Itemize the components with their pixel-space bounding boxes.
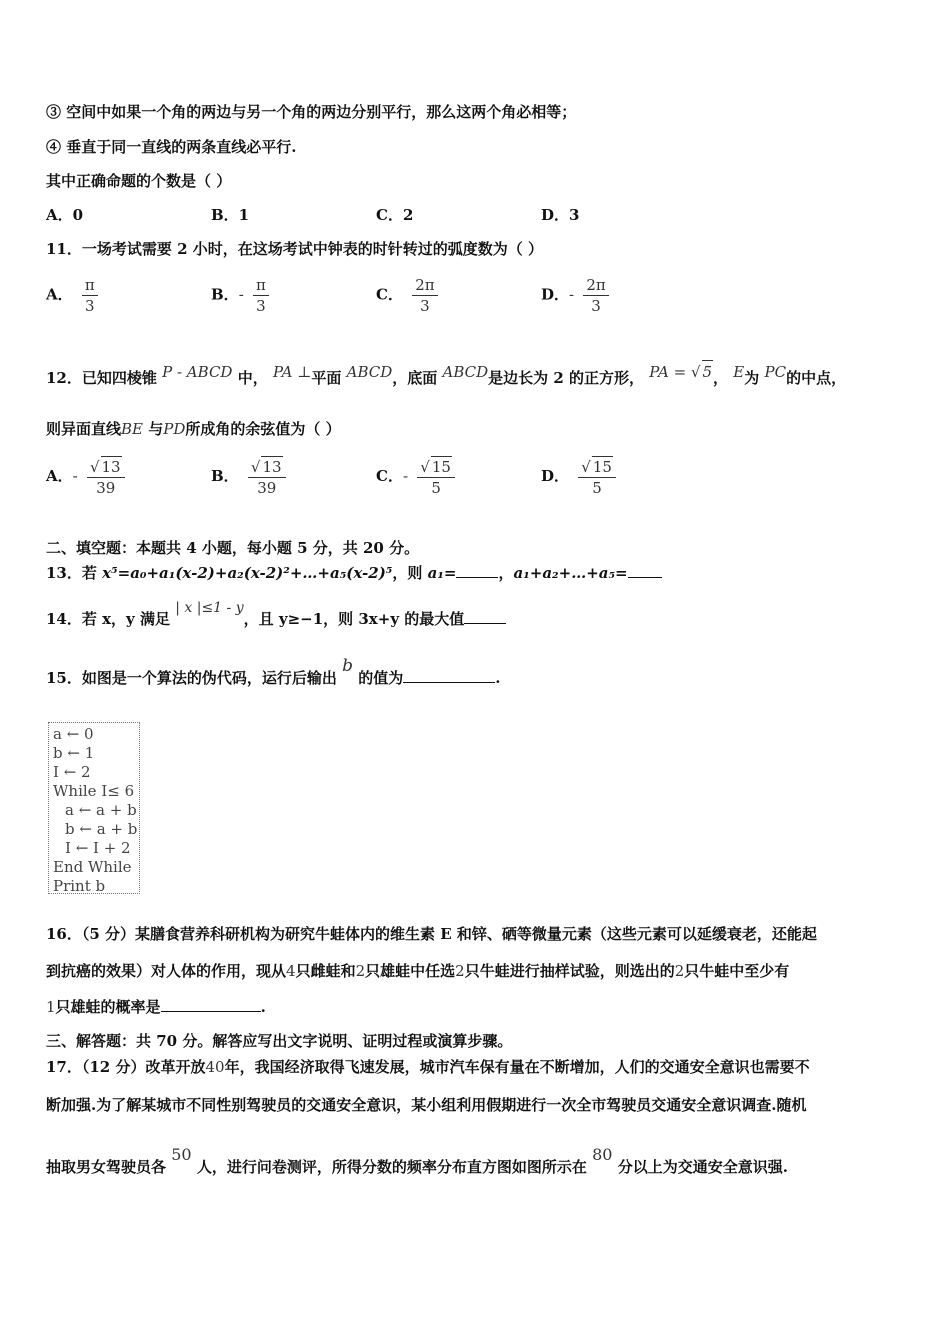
- q12-line-2: 则异面直线BE 与PD所成角的余弦值为（ ）: [46, 420, 341, 438]
- q11-a-numerator: π: [82, 275, 98, 296]
- code-line: I ← I + 2: [65, 839, 131, 857]
- q12-option-c: C．- $\frac{√ 15}{5}$: [376, 456, 459, 498]
- q14: 14．若 x，y 满足 | x |≤1 - y，且 y≥−1，则 3x+y 的最大值: [46, 608, 506, 631]
- q12-option-b: B． $\frac{√ 13}{39}$: [211, 456, 290, 498]
- statement-3: ③ 空间中如果一个角的两边与另一个角的两边分别平行，那么这两个角必相等；: [46, 103, 577, 121]
- code-line: a ← 0: [53, 725, 94, 743]
- q17-line-2: 断加强.为了解某城市不同性别驾驶员的交通安全意识，某小组利用假期进行一次全市驾驶员交通安全意识调查.随机: [46, 1096, 807, 1114]
- section-3-heading: 三、解答题：共 70 分。解答应写出文字说明、证明过程或演算步骤。: [46, 1032, 513, 1050]
- q10-option-d: D．3: [541, 206, 580, 224]
- code-line: a ← a + b: [65, 801, 137, 819]
- section-2-heading: 二、填空题：本题共 4 小题，每小题 5 分，共 20 分。: [46, 539, 420, 557]
- q15-blank[interactable]: [403, 668, 495, 683]
- q16-line-3: 1只雄蛙的概率是 .: [46, 998, 266, 1016]
- q12-option-a: A．- $\frac{√ 13}{39}$: [46, 456, 129, 498]
- code-line: b ← a + b: [65, 820, 138, 838]
- q14-blank[interactable]: [464, 609, 506, 624]
- q11-stem: 11．一场考试需要 2 小时，在这场考试中钟表的时针转过的弧度数为（ ）: [46, 240, 543, 258]
- q11-b-numerator: π: [253, 275, 269, 296]
- q10-stem: 其中正确命题的个数是（ ）: [46, 172, 232, 190]
- q15: 15．如图是一个算法的伪代码，运行后输出 b 的值为 .: [46, 656, 501, 687]
- q17-line-3: 抽取男女驾驶员各 50 人，进行问卷测评，所得分数的频率分布直方图如图所示在 80 分以上为交通安全意识强.: [46, 1145, 788, 1176]
- q16-blank[interactable]: [161, 997, 261, 1012]
- q13-blank-1[interactable]: [456, 563, 498, 578]
- q11-option-b: B．- $\frac{\pi}{3}$: [211, 275, 273, 316]
- q10-option-a: A．0: [46, 206, 84, 224]
- code-line: b ← 1: [53, 744, 95, 762]
- q11-c-numerator: 2π: [412, 275, 437, 296]
- q16-line-1: 16．（5 分）某膳食营养科研机构为研究牛蛙体内的维生素 E 和锌、硒等微量元素（这些元素可以延缓衰老，还能起: [46, 925, 817, 943]
- q12-option-d: D． $\frac{√ 15}{5}$: [541, 456, 620, 498]
- code-line: While I≤ 6: [53, 782, 135, 800]
- q11-d-numerator: 2π: [583, 275, 608, 296]
- q17-line-1: 17．（12 分）改革开放40年，我国经济取得飞速发展，城市汽车保有量在不断增加，人们的交通安全意识也需要不: [46, 1058, 810, 1076]
- q16-line-2: 到抗癌的效果）对人体的作用，现从4只雌蛙和2只雄蛙中任选2只牛蛙进行抽样试验，则选出的2只牛蛙中至少有: [46, 962, 790, 980]
- pseudocode-box: [48, 722, 140, 894]
- q13: 13．若 x⁵=a₀+a₁(x-2)+a₂(x-2)²+…+a₅(x-2)⁵，则 a₁= ，a₁+a₂+…+a₅=: [46, 562, 662, 584]
- code-line: I ← 2: [53, 763, 91, 781]
- code-line: End While: [53, 858, 132, 876]
- q11-option-c: C． $\frac{2\pi}{3}$: [376, 275, 442, 316]
- code-line: Print b: [53, 877, 106, 895]
- q11-option-d: D．- $\frac{2\pi}{3}$: [541, 275, 613, 316]
- q12-line-1: 12．已知四棱锥 P - ABCD 中， PA ⊥平面 ABCD，底面 ABCD是边长为 2 的正方形， PA = √ 5， E为 PC的中点，: [46, 366, 846, 389]
- q13-blank-2[interactable]: [628, 563, 662, 578]
- statement-4: ④ 垂直于同一直线的两条直线必平行.: [46, 138, 297, 156]
- q11-option-a: A． $\frac{\pi}{3}$: [46, 275, 102, 316]
- q10-option-b: B．1: [211, 206, 250, 224]
- q10-option-c: C．2: [376, 206, 414, 224]
